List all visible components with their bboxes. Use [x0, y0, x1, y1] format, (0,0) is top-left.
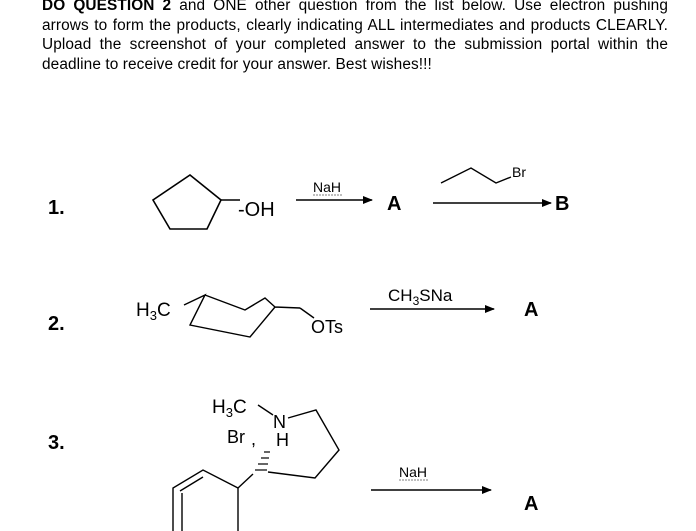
intermediate-a-label: A — [387, 193, 402, 215]
product-b-label: B — [555, 193, 570, 215]
bromide-ion: Br — [227, 427, 245, 447]
question-2-number: 2. — [48, 313, 65, 335]
product-a-label-2: A — [524, 299, 539, 321]
reaction-2 — [136, 286, 538, 337]
bromide-ion-comma: , — [251, 429, 257, 449]
instructions-text: and ONE other question from the list below. Use electron pushing arrows to form the products, clearly indicating ALL intermediates and products CLEARLY. Upload the screenshot of your completed answer to the submission portal within the deadline to receive credit for your answer. Best wishes!!! — [42, 0, 668, 73]
methyl-group-3: $H_3C$ — [212, 397, 247, 420]
benzene-ring — [173, 470, 238, 531]
product-a-label-3: A — [524, 493, 539, 515]
stereo-hash-bond — [255, 452, 270, 470]
reagent-1-label: NaH — [313, 179, 342, 195]
reagent-3-label: NaH — [399, 464, 428, 480]
nh-hydrogen-atom: H — [276, 430, 289, 450]
reaction-3 — [173, 397, 538, 531]
cyclopentane-ring — [153, 175, 221, 229]
question-1-number: 1. — [48, 197, 65, 219]
instructions-lead: DO QUESTION 2 — [42, 0, 172, 14]
cyclohexane-chair — [184, 295, 300, 337]
question-3-number: 3. — [48, 432, 65, 454]
reaction-1 — [153, 164, 569, 229]
nitrogen-atom: N — [273, 412, 286, 432]
propyl-bromide-skeleton — [441, 168, 511, 183]
methyl-group-2: $H_3C$ — [136, 300, 171, 323]
reagent-2-label: $CH_3SNa$ — [388, 286, 453, 308]
bromine-atom: Br — [512, 164, 526, 180]
hydroxyl-group: -OH — [238, 199, 275, 221]
tosylate-group: OTs — [311, 317, 344, 337]
methyl-n-bond — [258, 405, 273, 415]
aryl-bond — [238, 474, 253, 488]
benzene-double-bond — [180, 477, 203, 491]
